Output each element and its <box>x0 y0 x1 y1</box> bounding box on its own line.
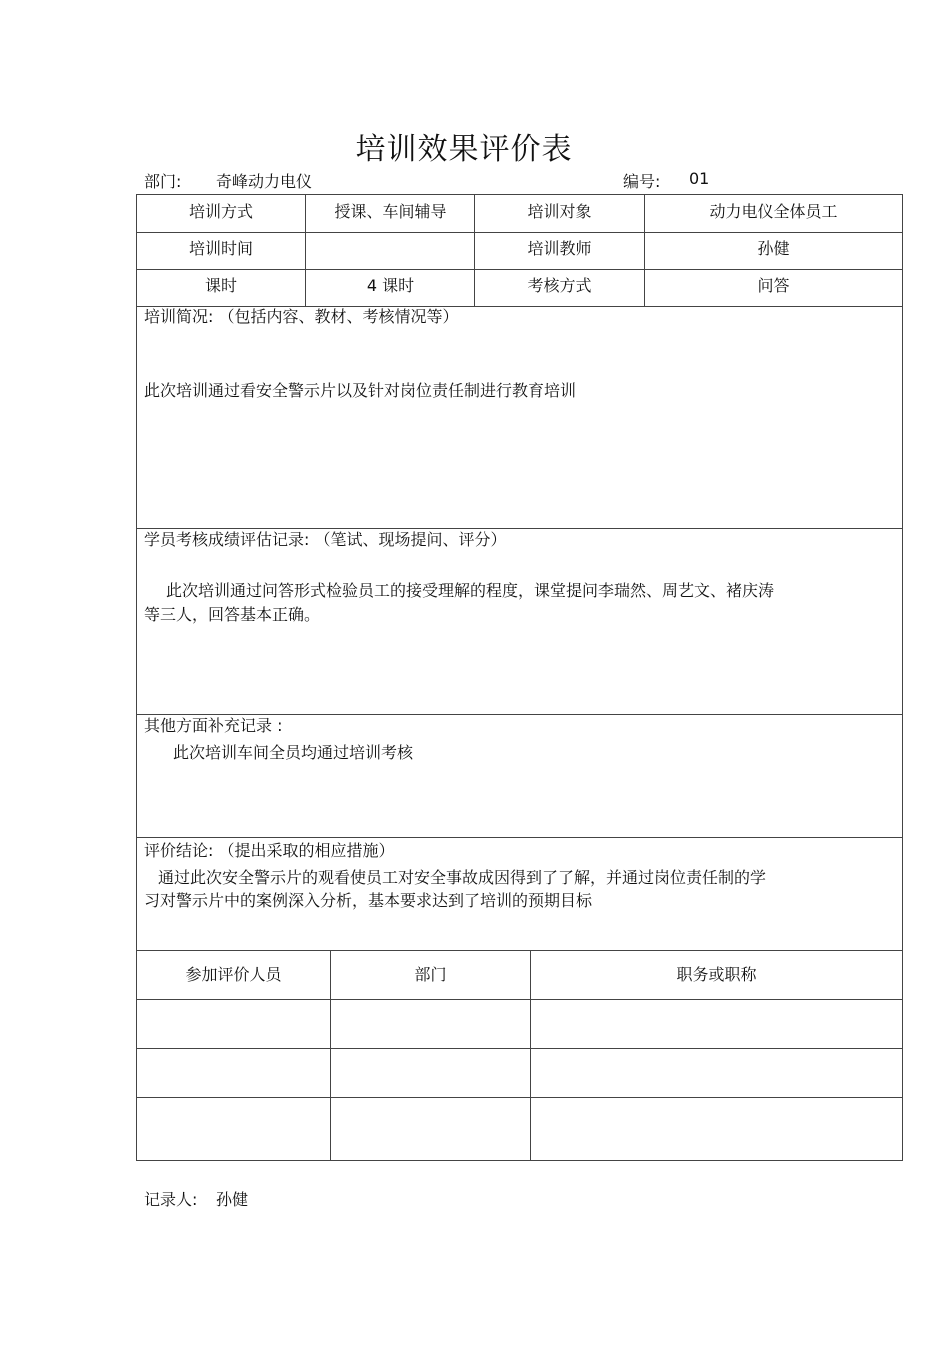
row-divider <box>137 950 902 951</box>
recorder-label: 记录人: <box>144 1190 198 1209</box>
form-table <box>136 194 903 1161</box>
number-label: 编号: <box>623 172 661 191</box>
participants-header-name: 参加评价人员 <box>185 965 282 984</box>
row-divider <box>137 1048 902 1049</box>
summary-text: 此次培训通过看安全警示片以及针对岗位责任制进行教育培训 <box>144 381 577 400</box>
info-label-method: 培训方式 <box>188 202 253 221</box>
recorder-value: 孙健 <box>216 1190 249 1209</box>
assessment-label: 学员考核成绩评估记录: （笔试、现场提问、评分） <box>144 530 507 549</box>
info-value-target: 动力电仪全体员工 <box>709 202 838 221</box>
other-label: 其他方面补充记录 : <box>144 716 283 735</box>
row-divider <box>137 999 902 1000</box>
conclusion-label: 评价结论: （提出采取的相应措施） <box>144 841 395 860</box>
info-label-teacher: 培训教师 <box>527 239 592 258</box>
participants-header-title: 职务或职称 <box>676 965 757 984</box>
info-value-method: 授课、车间辅导 <box>334 202 447 221</box>
assessment-text-line-1: 此次培训通过问答形式检验员工的接受理解的程度，课堂提问李瑞然、周艺文、褚庆涛 <box>166 581 775 600</box>
number-value: 01 <box>689 169 710 188</box>
row-divider <box>137 232 902 233</box>
row-divider <box>137 269 902 270</box>
info-label-exam: 考核方式 <box>527 276 592 295</box>
dept-label: 部门: <box>144 172 182 191</box>
info-value-hours: 4 课时 <box>366 276 415 295</box>
other-text: 此次培训车间全员均通过培训考核 <box>173 743 414 762</box>
row-divider <box>137 1097 902 1098</box>
info-label-target: 培训对象 <box>527 202 592 221</box>
page-title: 培训效果评价表 <box>355 132 573 167</box>
conclusion-text-line-1: 通过此次安全警示片的观看使员工对安全事故成因得到了了解，并通过岗位责任制的学 <box>158 868 767 887</box>
assessment-text-line-2: 等三人，回答基本正确。 <box>144 605 321 624</box>
conclusion-text-line-2: 习对警示片中的案例深入分析，基本要求达到了培训的预期目标 <box>144 891 593 910</box>
participants-header-dept: 部门 <box>414 965 447 984</box>
info-value-exam: 问答 <box>757 276 790 295</box>
dept-value: 奇峰动力电仪 <box>216 172 313 191</box>
info-value-teacher: 孙健 <box>757 239 790 258</box>
info-label-hours: 课时 <box>204 276 237 295</box>
info-label-time: 培训时间 <box>188 239 253 258</box>
summary-label: 培训简况: （包括内容、教材、考核情况等） <box>144 307 459 326</box>
row-divider <box>137 837 902 838</box>
